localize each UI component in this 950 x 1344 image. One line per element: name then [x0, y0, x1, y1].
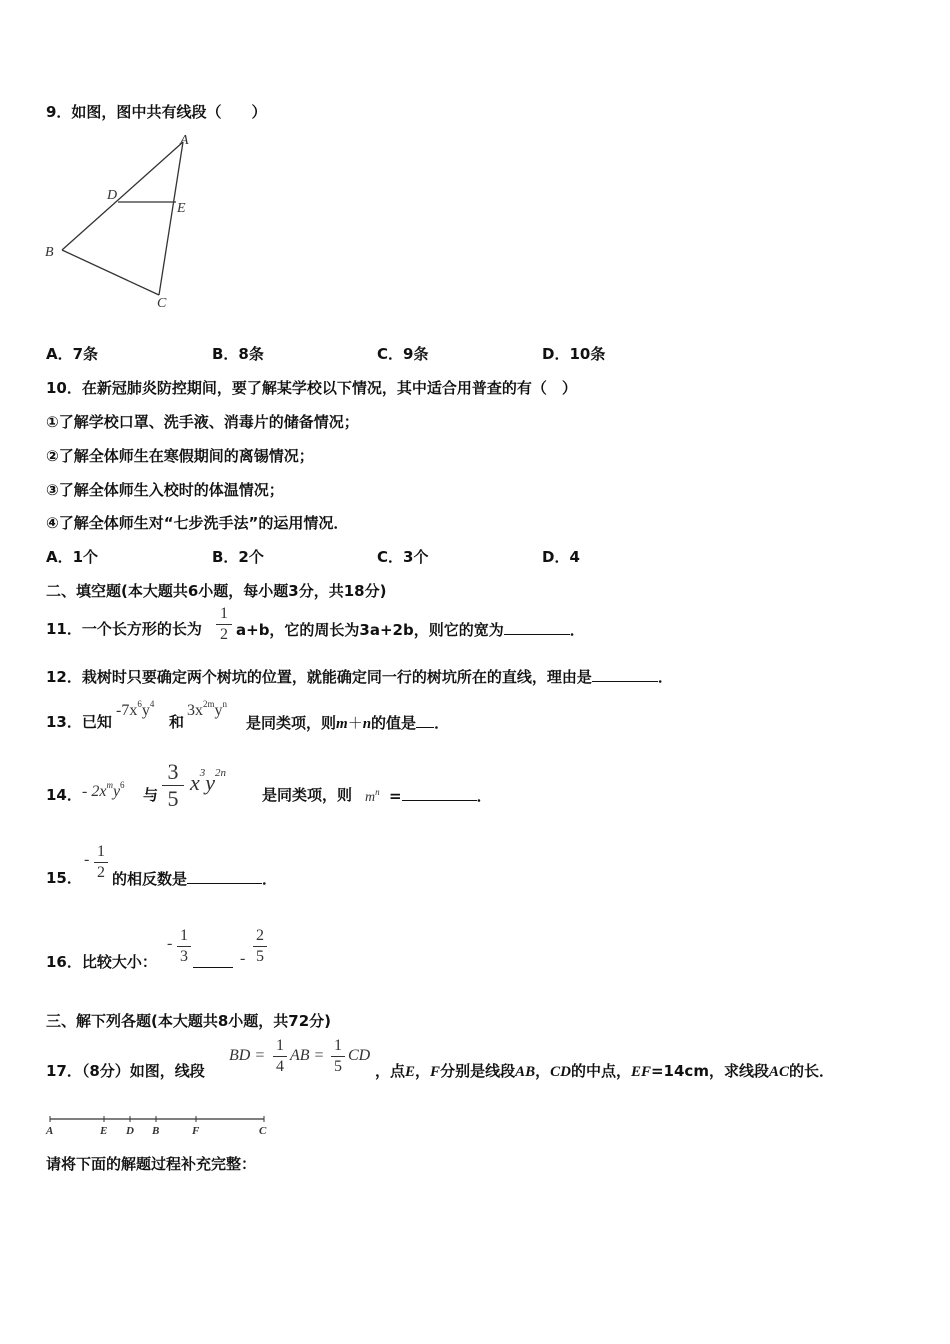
label-d: D [107, 188, 118, 203]
q17-var-e: E [405, 1064, 416, 1080]
q15-post-text: 的相反数是 [112, 870, 188, 888]
q16-fraction-1-num: 1 [180, 927, 188, 944]
q17-bd: BD = [229, 1047, 266, 1064]
line-label-c: C [259, 1125, 267, 1137]
segment-bc [62, 250, 159, 295]
q10-item-4: ④了解全体师生对“七步洗手法”的运用情况． [46, 514, 349, 532]
q9-option-b: B．8条 [212, 345, 264, 363]
q17-fraction-2-den: 5 [334, 1058, 342, 1075]
line-label-d: D [126, 1125, 134, 1137]
q14-monomial-2 [190, 767, 227, 796]
q13-m2-var2: y [214, 702, 223, 719]
q16-fraction-1 [177, 927, 191, 966]
q15-end: ． [262, 870, 278, 888]
q10-item-1: ①了解学校口罩、洗手液、消毒片的储备情况； [46, 413, 359, 431]
q13-var-n: n [362, 716, 372, 732]
line-label-a: A [46, 1125, 54, 1137]
q10-option-c: C．3个 [377, 548, 429, 566]
q17-post3: 的中点， [570, 1062, 631, 1080]
q17-post4: =14cm，求线段 [650, 1062, 769, 1080]
q16-sign-2: - [240, 950, 246, 967]
label-c: C [157, 296, 167, 311]
q9-option-d: D．10条 [542, 345, 606, 363]
q10-option-b: B．2个 [212, 548, 264, 566]
q13-m1-var2: y [141, 702, 150, 719]
q12-answer-blank[interactable] [592, 667, 658, 682]
segment-ba [62, 142, 183, 250]
q17-fraction-1-den: 4 [276, 1058, 284, 1075]
q17-segment-figure [40, 1110, 275, 1140]
label-a: A [180, 133, 189, 148]
q14-power [365, 787, 380, 806]
q11-end: ． [569, 621, 585, 639]
q14-mid: 与 [143, 786, 159, 804]
line-label-b: B [152, 1125, 160, 1137]
q14-fraction-num: 3 [167, 759, 179, 784]
q14-eq: = [389, 787, 402, 805]
q17-fraction-1 [273, 1037, 287, 1076]
q16-pre: 16．比较大小： [46, 953, 157, 971]
q17-post2: 分别是线段 [440, 1062, 516, 1080]
q13-m1-exp1: 6 [137, 699, 142, 709]
q15-fraction-den: 2 [97, 864, 105, 881]
q15-fraction [94, 843, 108, 882]
q10-option-d: D．4 [542, 548, 580, 566]
q14-m1-exp1: m [106, 780, 113, 790]
q17-fraction-1-num: 1 [276, 1037, 284, 1054]
q13-var-m: m [336, 716, 348, 732]
q14-m2-exp1: 3 [199, 767, 206, 779]
q15-sign: - [84, 851, 90, 868]
q15-pre: 15． [46, 869, 82, 887]
q16-fraction-1-den: 3 [180, 948, 188, 965]
q13-m1-coef: -7x [116, 702, 138, 719]
q16-sign-1: - [167, 935, 173, 952]
q9-option-c: C．9条 [377, 345, 429, 363]
q13-answer-blank[interactable] [416, 713, 434, 728]
q13-m2-exp2: n [222, 699, 228, 709]
q12-text: 12．栽树时只要确定两个树坑的位置，就能确定同一行的树坑所在的直线，理由是 [46, 668, 592, 686]
q14-base: m [365, 790, 376, 805]
q13-plus: ＋ [347, 714, 363, 732]
q16-fraction-2-den: 5 [256, 948, 264, 965]
q13-post1: 是同类项，则 [246, 714, 337, 732]
q14-end: ． [476, 787, 492, 805]
q16-fraction-2-num: 2 [256, 927, 264, 944]
q14-m2-var1: x [190, 770, 200, 795]
q15-fraction-num: 1 [97, 843, 105, 860]
q14-fraction [162, 760, 184, 811]
q15-answer-blank[interactable] [187, 869, 262, 884]
q14-tail [389, 786, 492, 805]
line-label-f: F [192, 1125, 200, 1137]
q9-stem: 9．如图，图中共有线段（ ） [46, 103, 267, 121]
q11-post-text: a+b，它的周长为3a+2b，则它的宽为 [236, 621, 504, 639]
q13-pre: 13．已知 [46, 713, 112, 731]
q16-blank-wrap [193, 953, 233, 972]
q17-var-ac: AC [768, 1064, 789, 1080]
q17-footer: 请将下面的解题过程补充完整： [46, 1155, 257, 1173]
q10-item-2: ②了解全体师生在寒假期间的离锡情况； [46, 447, 314, 465]
q10-stem: 10．在新冠肺炎防控期间，要了解某学校以下情况，其中适合用普查的有（ ） [46, 379, 577, 397]
q17-fraction-2 [331, 1037, 345, 1076]
label-b: B [45, 245, 54, 260]
q13-post [246, 713, 449, 733]
q17-var-ab: AB [515, 1064, 536, 1080]
q17-sep-2: ， [535, 1062, 551, 1080]
line-label-e: E [100, 1125, 108, 1137]
q17-var-f: F [430, 1064, 441, 1080]
q17-ab: AB = [290, 1047, 325, 1064]
q13-post2: 的值是 [371, 714, 417, 732]
q16-fraction-2 [253, 927, 267, 966]
q13-mid: 和 [169, 713, 185, 731]
q9-option-a: A．7条 [46, 345, 99, 363]
q13-m1-exp2: 4 [149, 699, 155, 709]
q14-m1-coef: - 2x [82, 783, 107, 800]
section-3-heading: 三、解下列各题(本大题共8小题，共72分) [46, 1012, 332, 1030]
q13-end: ． [434, 714, 450, 732]
q11-answer-blank[interactable] [504, 620, 570, 635]
q17-post [375, 1062, 834, 1081]
q17-cd: CD [348, 1047, 371, 1064]
label-e: E [177, 201, 186, 216]
q9-triangle-figure [40, 128, 200, 313]
q14-m2-exp2: 2n [215, 767, 227, 779]
q13-m2-exp1: 2m [203, 699, 215, 709]
q10-option-a: A．1个 [46, 548, 99, 566]
q17-sep: ， [415, 1062, 431, 1080]
q11-pre: 11．一个长方形的长为 [46, 620, 202, 638]
q14-m1-exp2: 6 [120, 780, 125, 790]
q17-post5: 的长． [788, 1062, 834, 1080]
q13-monomial-2 [187, 699, 228, 720]
q12-line [46, 667, 673, 686]
q14-answer-blank[interactable] [402, 786, 477, 801]
q17-var-ef: EF [630, 1064, 651, 1080]
q17-post-text: ，点 [375, 1062, 406, 1080]
q17-pre: 17．（8分）如图，线段 [46, 1062, 205, 1080]
q17-var-cd: CD [550, 1064, 571, 1080]
q11-fraction-num: 1 [220, 605, 228, 622]
q12-end: ． [657, 668, 673, 686]
q14-exp: n [375, 787, 380, 797]
q14-pre: 14． [46, 786, 82, 804]
q14-m2-var2: y [205, 770, 216, 795]
q14-fraction-den: 5 [167, 786, 179, 811]
q15-post [112, 869, 277, 888]
q14-monomial-1 [82, 780, 125, 801]
q11-post [236, 620, 585, 639]
q10-item-3: ③了解全体师生入校时的体温情况； [46, 481, 284, 499]
q13-m2-coef: 3x [187, 702, 203, 719]
q16-answer-blank[interactable] [193, 953, 233, 968]
q17-fraction-2-num: 1 [334, 1037, 342, 1054]
q14-post: 是同类项，则 [262, 786, 353, 804]
section-2-heading: 二、填空题(本大题共6小题，每小题3分，共18分) [46, 582, 387, 600]
segment-ab [159, 142, 183, 295]
q13-monomial-1 [116, 699, 155, 720]
q14-m1-var2: y [112, 783, 121, 800]
q11-fraction-den: 2 [220, 626, 228, 643]
q11-fraction [216, 605, 232, 644]
